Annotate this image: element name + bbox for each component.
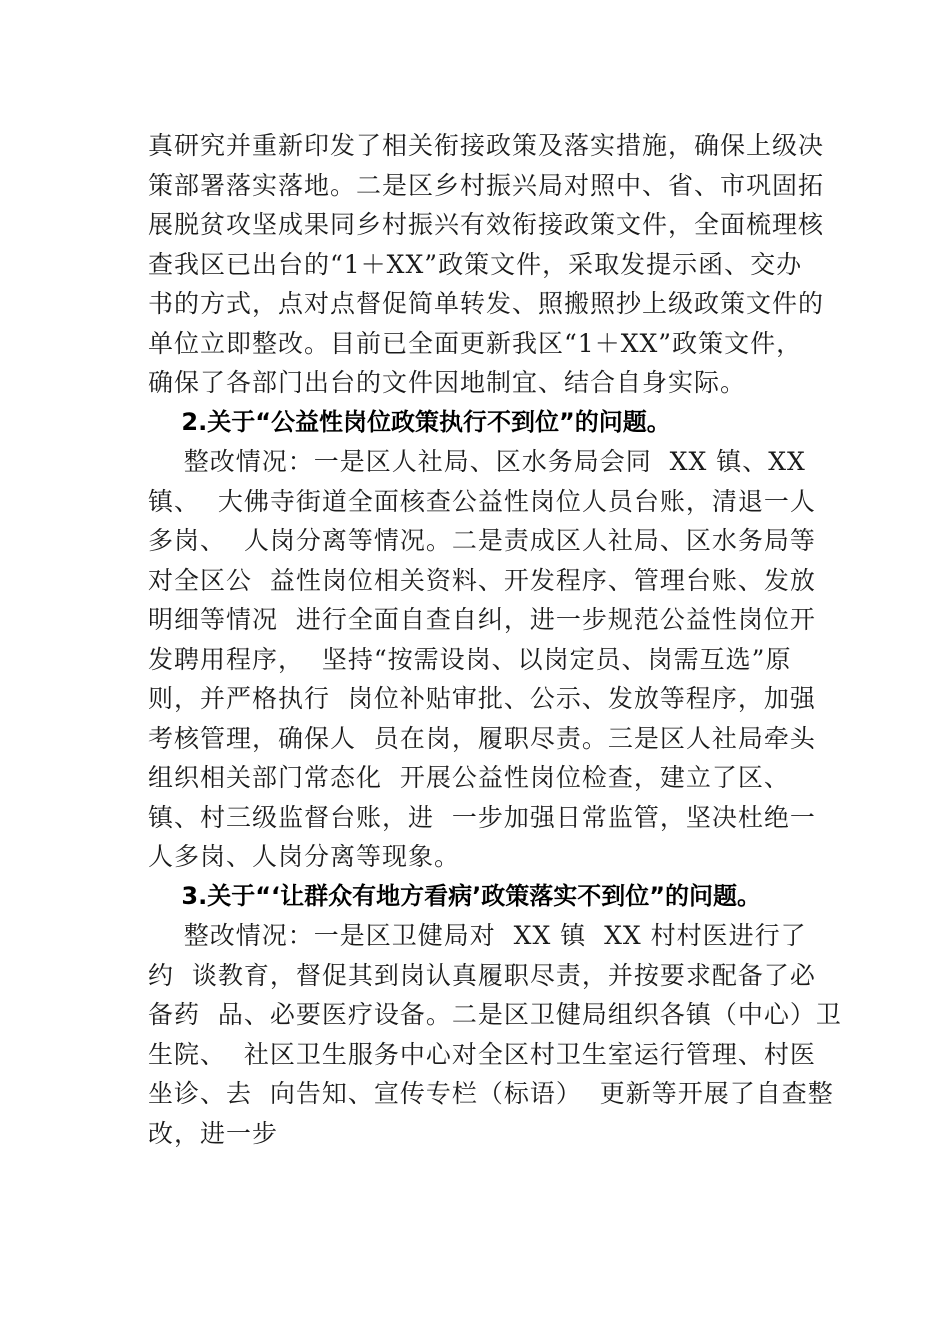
text-line: 备药 品、必要医疗设备。二是区卫健局组织各镇（中心）卫	[148, 1000, 842, 1029]
text-line: 明细等情况 进行全面自查自纠，进一步规范公益性岗位开	[148, 605, 816, 634]
text-line: 单位立即整改。目前已全面更新我区“1＋XX”政策文件，	[148, 328, 803, 358]
text-line: 改，进一步	[148, 1118, 279, 1148]
text-line: 书的方式，点对点督促简单转发、照搬照抄上级政策文件的	[148, 289, 825, 318]
text-line: 镇、 大佛寺街道全面核查公益性岗位人员台账，清退一人	[148, 486, 816, 516]
text-line: 约 谈教育，督促其到岗认真履职尽责，并按要求配备了必	[148, 960, 816, 990]
text-line: 则，并严格执行 岗位补贴审批、公示、发放等程序，加强	[148, 684, 816, 713]
text-line: 坐诊、去 向告知、宣传专栏（标语） 更新等开展了自查整	[148, 1079, 834, 1108]
text-line: 整改情况：一是区卫健局对 XX 镇 XX 村村医进行了	[148, 921, 807, 950]
text-line: 对全区公 益性岗位相关资料、开发程序、管理台账、发放	[148, 565, 816, 595]
text-line: 展脱贫攻坚成果同乡村振兴有效衔接政策文件，全面梳理核	[148, 210, 825, 239]
document-body	[148, 126, 842, 1153]
section-heading-3: 3.关于“‘让群众有地方看病’政策落实不到位”的问题。	[148, 881, 762, 910]
text-line: 整改情况：一是区人社局、区水务局会同 XX 镇、XX	[148, 447, 806, 476]
text-line: 发聘用程序， 坚持“按需设岗、以岗定员、岗需互选”原	[148, 644, 792, 674]
text-line: 镇、村三级监督台账，进 一步加强日常监管，坚决杜绝一	[148, 802, 816, 832]
text-line: 确保了各部门出台的文件因地制宜、结合自身实际。	[148, 368, 747, 397]
text-line: 组织相关部门常态化 开展公益性岗位检查，建立了区、	[148, 763, 790, 792]
text-line: 生院、 社区卫生服务中心对全区村卫生室运行管理、村医	[148, 1039, 816, 1069]
text-line: 真研究并重新印发了相关衔接政策及落实措施，确保上级决	[148, 131, 825, 160]
text-line: 考核管理，确保人 员在岗，履职尽责。三是区人社局牵头	[148, 723, 816, 753]
text-line: 多岗、 人岗分离等情况。二是责成区人社局、区水务局等	[148, 526, 816, 555]
text-line: 策部署落实落地。二是区乡村振兴局对照中、省、市巩固拓	[148, 170, 825, 200]
text-line: 查我区已出台的“1＋XX”政策文件，采取发提示函、交办	[148, 249, 803, 279]
text-line: 人多岗、人岗分离等现象。	[148, 842, 461, 871]
section-heading-2: 2.关于“公益性岗位政策执行不到位”的问题。	[148, 407, 671, 436]
